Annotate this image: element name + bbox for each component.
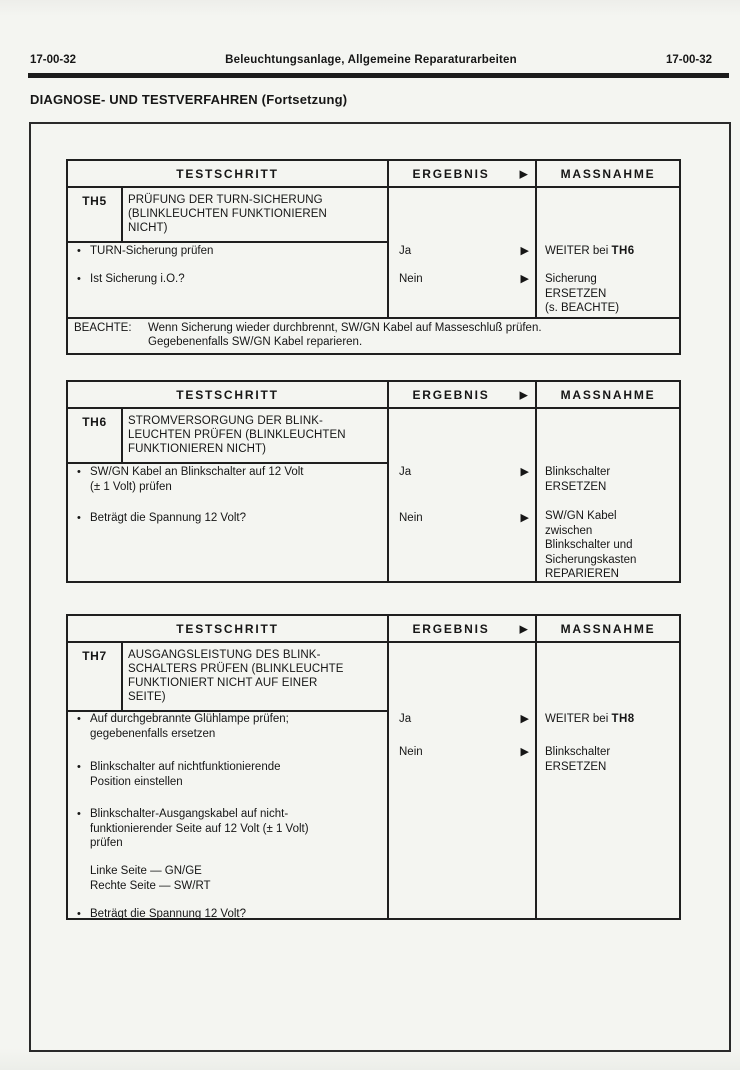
action-line: SW/GN Kabel — [545, 510, 617, 522]
beachte-note-row — [68, 317, 679, 353]
column-header-massnahme: MASSNAHME — [560, 621, 656, 636]
running-header — [30, 54, 712, 66]
table-header-row — [68, 616, 679, 643]
step-title-line: AUSGANGSLEISTUNG DES BLINK- — [128, 649, 321, 661]
action-entry — [545, 272, 677, 316]
bullet-item — [77, 511, 381, 526]
result-label: Nein — [399, 272, 423, 285]
note-label: BEACHTE: — [74, 322, 132, 334]
triangle-arrow-icon: ▶ — [520, 245, 529, 257]
step-heading — [68, 643, 387, 712]
action-step-ref: TH6 — [611, 245, 635, 257]
header-rule — [28, 73, 729, 78]
bullet-item — [77, 760, 381, 789]
testschritt-column — [68, 409, 389, 581]
bullet-line: Auf durchgebrannte Glühlampe prüfen; — [90, 713, 289, 725]
section-title: DIAGNOSE- UND TESTVERFAHREN (Fortsetzung) — [30, 92, 348, 107]
column-header-ergebnis-label: ERGEBNIS — [412, 387, 490, 402]
bullet-line: (± 1 Volt) prüfen — [90, 480, 172, 493]
step-title-line: SEITE) — [128, 691, 166, 703]
page-code-right: 17-00-32 — [665, 54, 712, 66]
result-label: Nein — [399, 511, 423, 524]
action-line: zwischen — [545, 524, 593, 537]
content-frame — [29, 122, 731, 1052]
column-header-ergebnis — [389, 616, 537, 641]
bullet-icon: • — [77, 273, 81, 285]
testschritt-column — [68, 643, 389, 918]
step-title — [123, 188, 333, 241]
column-header-massnahme: MASSNAHME — [560, 387, 656, 402]
table-header-row — [68, 382, 679, 409]
table-body — [68, 643, 679, 918]
running-title: Beleuchtungsanlage, Allgemeine Reparaturarbeiten — [225, 54, 517, 66]
action-line: REPARIEREN — [545, 568, 619, 580]
step-id: TH6 — [68, 409, 123, 462]
action-line: Blinkschalter — [545, 746, 611, 758]
action-text: WEITER bei — [545, 713, 609, 725]
triangle-arrow-icon: ▶ — [519, 168, 528, 180]
table-header-row — [68, 161, 679, 188]
testschritt-column — [68, 188, 389, 317]
bullet-item — [77, 907, 381, 922]
triangle-arrow-icon: ▶ — [520, 273, 529, 285]
massnahme-column — [537, 409, 679, 581]
wire-color-line: Rechte Seite — SW/RT — [90, 879, 211, 892]
action-entry — [545, 244, 677, 259]
step-title-line: NICHT) — [128, 222, 168, 234]
note-line: Gegebenenfalls SW/GN Kabel reparieren. — [148, 335, 363, 348]
column-header-ergebnis-label: ERGEBNIS — [412, 166, 490, 181]
column-header-testschritt: TESTSCHRITT — [68, 616, 389, 641]
step-title — [123, 643, 350, 710]
bullet-line: Blinkschalter-Ausgangskabel auf nicht- — [90, 808, 289, 820]
result-label: Nein — [399, 745, 423, 758]
table-body — [68, 188, 679, 317]
page-code-left: 17-00-32 — [30, 54, 77, 66]
step-title-line: PRÜFUNG DER TURN-SICHERUNG — [128, 194, 323, 206]
massnahme-column — [537, 643, 679, 918]
bullet-icon: • — [77, 245, 81, 257]
table-body — [68, 409, 679, 581]
bullet-text: Ist Sicherung i.O.? — [90, 273, 185, 285]
result-entry — [399, 272, 529, 285]
test-table-th5 — [66, 159, 681, 355]
column-header-testschritt: TESTSCHRITT — [68, 161, 389, 186]
step-title-line: LEUCHTEN PRÜFEN (BLINKLEUCHTEN — [128, 429, 346, 441]
column-header-ergebnis — [389, 161, 537, 186]
column-header-ergebnis-label: ERGEBNIS — [412, 621, 490, 636]
action-line: Sicherungskasten — [545, 553, 637, 566]
column-header-testschritt: TESTSCHRITT — [68, 382, 389, 407]
action-line: ERSETZEN — [545, 480, 607, 493]
bullet-item — [77, 465, 381, 494]
triangle-arrow-icon: ▶ — [520, 512, 529, 524]
action-line: (s. BEACHTE) — [545, 302, 620, 314]
ergebnis-column — [389, 188, 537, 317]
ergebnis-column — [389, 643, 537, 918]
action-entry — [545, 745, 677, 774]
bullet-icon: • — [77, 761, 81, 773]
step-title-line: FUNKTIONIEREN NICHT) — [128, 443, 267, 455]
step-title-line: STROMVERSORGUNG DER BLINK- — [128, 415, 323, 427]
step-id: TH7 — [68, 643, 123, 710]
bullet-line: Position einstellen — [90, 775, 183, 788]
bullet-item — [77, 272, 381, 287]
bullet-text: Beträgt die Spannung 12 Volt? — [90, 908, 247, 920]
bullet-item — [77, 807, 381, 851]
column-header-ergebnis — [389, 382, 537, 407]
result-label: Ja — [399, 712, 412, 725]
ergebnis-column — [389, 409, 537, 581]
bullet-item — [77, 712, 381, 741]
note-text — [148, 322, 542, 349]
action-step-ref: TH8 — [611, 713, 635, 725]
action-entry — [545, 712, 677, 727]
triangle-arrow-icon: ▶ — [519, 623, 528, 635]
result-label: Ja — [399, 465, 412, 478]
step-title-line: (BLINKLEUCHTEN FUNKTIONIEREN — [128, 208, 327, 220]
step-id: TH5 — [68, 188, 123, 241]
column-header-massnahme: MASSNAHME — [560, 166, 656, 181]
result-entry — [399, 745, 529, 758]
bullet-line: SW/GN Kabel an Blinkschalter auf 12 Volt — [90, 466, 304, 478]
bullet-icon: • — [77, 908, 81, 920]
action-entry — [545, 509, 677, 582]
note-line: Wenn Sicherung wieder durchbrennt, SW/GN Kabel auf Masseschluß prüfen. — [148, 322, 542, 334]
action-line: Blinkschalter und — [545, 539, 633, 551]
test-table-th7 — [66, 614, 681, 920]
massnahme-column — [537, 188, 679, 317]
bullet-text — [90, 465, 304, 494]
bullet-line: Blinkschalter auf nichtfunktionierende — [90, 761, 281, 773]
bullet-text: Beträgt die Spannung 12 Volt? — [90, 512, 247, 524]
action-line: Blinkschalter — [545, 466, 611, 478]
step-heading — [68, 188, 387, 243]
step-title — [123, 409, 352, 462]
action-text: WEITER bei — [545, 245, 609, 257]
wire-color-line: Linke Seite — GN/GE — [90, 865, 202, 877]
bullet-line: gegebenenfalls ersetzen — [90, 727, 216, 740]
triangle-arrow-icon: ▶ — [520, 466, 529, 478]
result-label: Ja — [399, 244, 412, 257]
triangle-arrow-icon: ▶ — [520, 746, 529, 758]
result-entry — [399, 712, 529, 725]
result-entry — [399, 511, 529, 524]
bullet-line: funktionierender Seite auf 12 Volt (± 1 Volt) — [90, 822, 309, 835]
bullet-text — [90, 807, 309, 851]
step-heading — [68, 409, 387, 464]
bullet-text: TURN-Sicherung prüfen — [90, 245, 214, 257]
wire-color-note — [90, 864, 211, 893]
result-entry — [399, 465, 529, 478]
step-title-line: SCHALTERS PRÜFEN (BLINKLEUCHTE — [128, 663, 344, 675]
bullet-icon: • — [77, 713, 81, 725]
test-table-th6 — [66, 380, 681, 583]
action-line: ERSETZEN — [545, 287, 607, 300]
bullet-line: prüfen — [90, 837, 123, 849]
result-entry — [399, 244, 529, 257]
action-line: ERSETZEN — [545, 760, 607, 773]
action-entry — [545, 465, 677, 494]
bullet-icon: • — [77, 512, 81, 524]
triangle-arrow-icon: ▶ — [520, 713, 529, 725]
bullet-icon: • — [77, 466, 81, 478]
bullet-item — [77, 244, 381, 259]
bullet-text — [90, 760, 281, 789]
bullet-icon: • — [77, 808, 81, 820]
step-title-line: FUNKTIONIERT NICHT AUF EINER — [128, 677, 318, 689]
triangle-arrow-icon: ▶ — [519, 389, 528, 401]
action-line: Sicherung — [545, 273, 597, 285]
bullet-text — [90, 712, 289, 741]
